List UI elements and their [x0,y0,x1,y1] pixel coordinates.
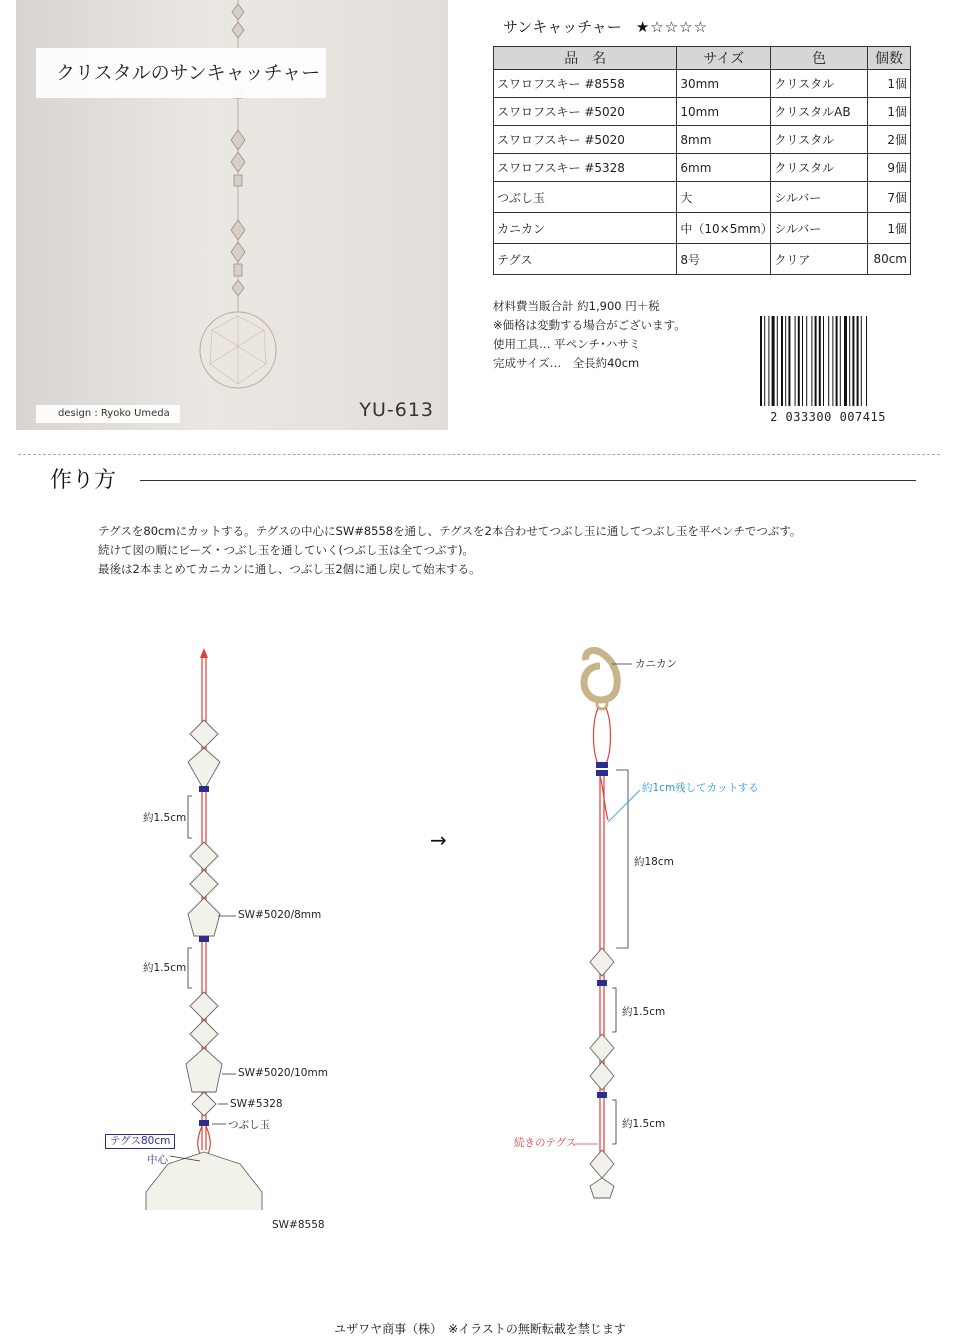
heading-rule [140,480,916,481]
cell-color: シルバー [771,182,868,213]
bead-label-5328: SW#5328 [230,1098,283,1110]
cell-name: つぶし玉 [494,182,677,213]
cell-name: カニカン [494,213,677,244]
header-name: 品 名 [494,47,677,70]
cell-size: 6mm [677,154,771,182]
cell-qty: 1個 [868,70,911,98]
gap-label: 約1.5cm [143,962,187,974]
cell-name: テグス [494,244,677,275]
cell-size: 10mm [677,98,771,126]
photo-title: クリスタルのサンキャッチャー [36,48,326,98]
table-row [494,126,911,154]
header-qty: 個数 [868,47,911,70]
table-row [494,154,911,182]
crimp-bead [596,762,608,768]
table-row [494,213,911,244]
crimp-bead [596,770,608,776]
header-size: サイズ [677,47,771,70]
kit-title [503,16,708,37]
instructions [98,522,801,579]
table-header-row [494,47,911,70]
cell-size: 中（10×5mm） [677,213,771,244]
barcode-number: 2 033300 007415 [770,410,886,424]
price-note: ※価格は変動する場合がございます。 [493,318,686,332]
cell-name: スワロフスキー #8558 [494,70,677,98]
crimp-label: つぶし玉 [228,1119,270,1131]
table-row [494,244,911,275]
cell-name: スワロフスキー #5020 [494,126,677,154]
difficulty-stars: ★☆☆☆☆ [635,18,709,36]
continued-thread-label: 続きのテグス [514,1137,577,1149]
cell-name: スワロフスキー #5020 [494,98,677,126]
cell-color: クリスタル [771,126,868,154]
bead-label-8mm: SW#5020/8mm [238,909,322,921]
cell-qty: 1個 [868,98,911,126]
cell-size: 大 [677,182,771,213]
table-row [494,98,911,126]
cell-color: シルバー [771,213,868,244]
crimp-bead [199,786,209,792]
section-heading: 作り方 [50,468,117,493]
cell-qty: 9個 [868,154,911,182]
center-label: 中心 [147,1154,168,1166]
crimp-bead [199,1120,209,1126]
cut-note: 約1cm残してカットする [642,782,759,794]
crimp-bead [597,980,607,986]
gap-label: 約1.5cm [622,1006,666,1018]
cell-color: クリスタルAB [771,98,868,126]
cell-size: 8mm [677,126,771,154]
cell-color: クリア [771,244,868,275]
arrow-head-icon [200,648,208,658]
design-credit: design : Ryoko Umeda [36,405,180,423]
thread-label: テグス80cm [105,1134,175,1149]
length-label: 約18cm [634,856,674,868]
instruction-step: 最後は2本まとめてカニカンに通し、つぶし玉2個に通し戻して始末する。 [98,562,481,576]
size-text: 完成サイズ… 全長約40cm [493,356,640,370]
step-arrow-icon: → [430,828,447,852]
cell-color: クリスタル [771,154,868,182]
footer: ユザワヤ商事（株） ※イラストの無断転載を禁じます [334,1322,626,1336]
cell-size: 8号 [677,244,771,275]
cell-qty: 7個 [868,182,911,213]
table-row [494,182,911,213]
crystal-label: SW#8558 [272,1219,325,1231]
barcode-icon [760,316,894,406]
clasp-label: カニカン [635,658,677,670]
materials-table [493,46,911,275]
clasp-icon [584,650,617,709]
cell-qty: 80cm [868,244,911,275]
cell-qty: 2個 [868,126,911,154]
cell-color: クリスタル [771,70,868,98]
bead-label-10mm: SW#5020/10mm [238,1067,328,1079]
assembly-diagram [0,630,960,1210]
instruction-step: 続けて図の順にビーズ・つぶし玉を通していく(つぶし玉は全てつぶす)。 [98,543,474,557]
tools-text: 使用工具… 平ペンチ･ハサミ [493,337,641,351]
crimp-bead [597,1092,607,1098]
product-code: YU-613 [359,399,434,421]
gap-label: 約1.5cm [143,812,187,824]
kit-name: サンキャッチャー [503,18,622,36]
cell-size: 30mm [677,70,771,98]
price-text: 材料費当販合計 約1,900 円＋税 [493,299,660,313]
cell-qty: 1個 [868,213,911,244]
cell-name: スワロフスキー #5328 [494,154,677,182]
kit-notes [493,297,686,373]
header-color: 色 [771,47,868,70]
instruction-step: テグスを80cmにカットする。テグスの中心にSW#8558を通し、テグスを2本合わせてつぶし玉に通してつぶし玉を平ペンチでつぶす。 [98,524,802,538]
product-photo [16,0,448,430]
dashed-divider [18,454,940,455]
gap-label: 約1.5cm [622,1118,666,1130]
table-row [494,70,911,98]
crimp-bead [199,936,209,942]
